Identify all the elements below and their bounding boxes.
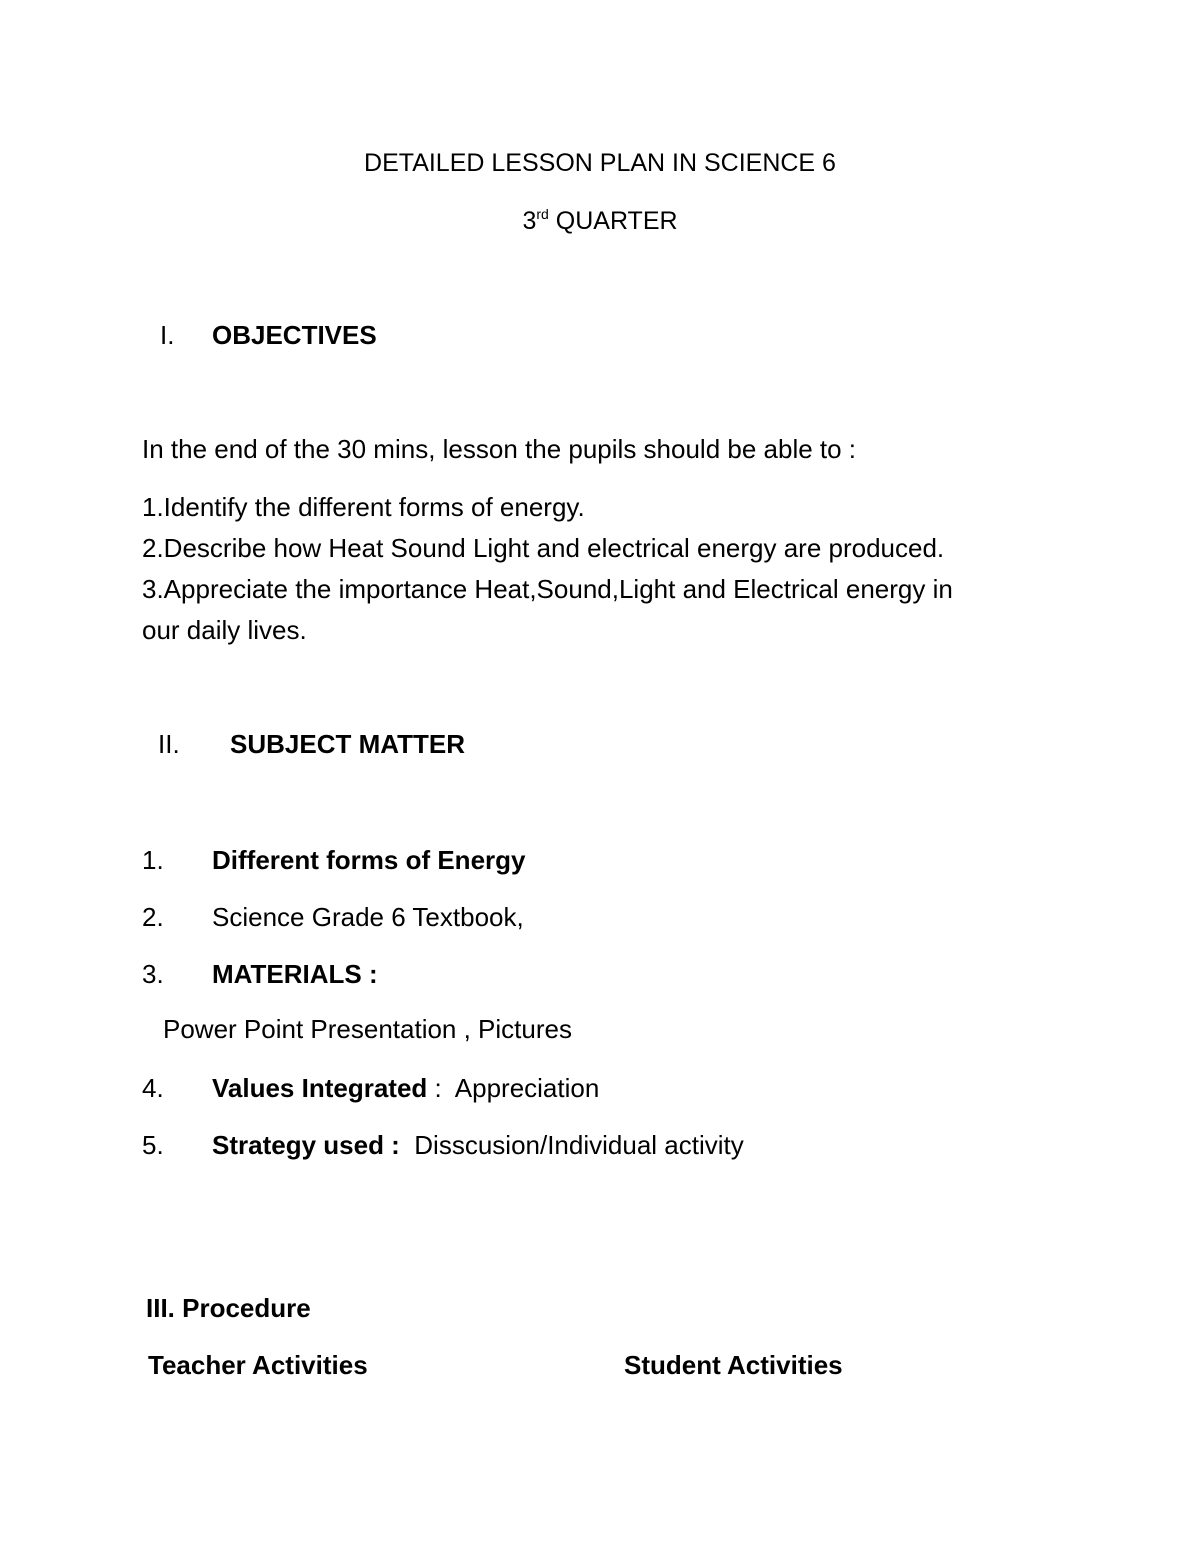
teacher-activities-header: Teacher Activities xyxy=(148,1350,368,1380)
quarter-suffix: rd xyxy=(536,206,549,222)
quarter-word: QUARTER xyxy=(555,207,678,235)
subject-item-2 xyxy=(212,902,524,933)
student-activities-header: Student Activities xyxy=(624,1350,843,1380)
quarter-number: 3 xyxy=(522,207,537,235)
subject-item-num: 1. xyxy=(142,845,164,875)
objectives-intro: In the end of the 30 mins, lesson the pupils should be able to : xyxy=(142,434,857,464)
subject-item-text: Science Grade 6 Textbook, xyxy=(212,902,524,932)
subject-item-num: 3. xyxy=(142,959,164,989)
document-title: DETAILED LESSON PLAN IN SCIENCE 6 xyxy=(364,149,836,177)
objective-item-2: 2.Describe how Heat Sound Light and electrical energy are produced. xyxy=(142,533,945,563)
subject-item-label: MATERIALS : xyxy=(212,959,378,989)
materials-detail: Power Point Presentation , Pictures xyxy=(163,1014,572,1044)
subject-item-label: Strategy used : xyxy=(212,1130,400,1160)
subject-matter-heading: SUBJECT MATTER xyxy=(230,729,465,759)
objective-item-1: 1.Identify the different forms of energy. xyxy=(142,492,585,522)
quarter-label xyxy=(0,207,1200,234)
subject-item-3 xyxy=(212,959,378,990)
procedure-heading: III. Procedure xyxy=(146,1293,311,1323)
subject-item-num: 2. xyxy=(142,902,164,932)
subject-item-1 xyxy=(212,845,526,876)
objectives-heading: OBJECTIVES xyxy=(212,320,377,350)
objective-item-3: 3.Appreciate the importance Heat,Sound,Light and Electrical energy in xyxy=(142,574,953,604)
subject-item-4 xyxy=(212,1073,599,1104)
subject-matter-numeral: II. xyxy=(158,729,180,759)
subject-item-num: 5. xyxy=(142,1130,164,1160)
subject-item-label: Values Integrated xyxy=(212,1073,428,1103)
objective-item-3-cont: our daily lives. xyxy=(142,615,307,645)
subject-item-label: Different forms of Energy xyxy=(212,845,526,875)
objectives-numeral: I. xyxy=(160,320,175,350)
subject-item-5 xyxy=(212,1130,744,1161)
subject-item-num: 4. xyxy=(142,1073,164,1103)
subject-item-text: Disscusion/Individual activity xyxy=(399,1130,744,1160)
subject-item-text: : Appreciation xyxy=(427,1073,600,1103)
